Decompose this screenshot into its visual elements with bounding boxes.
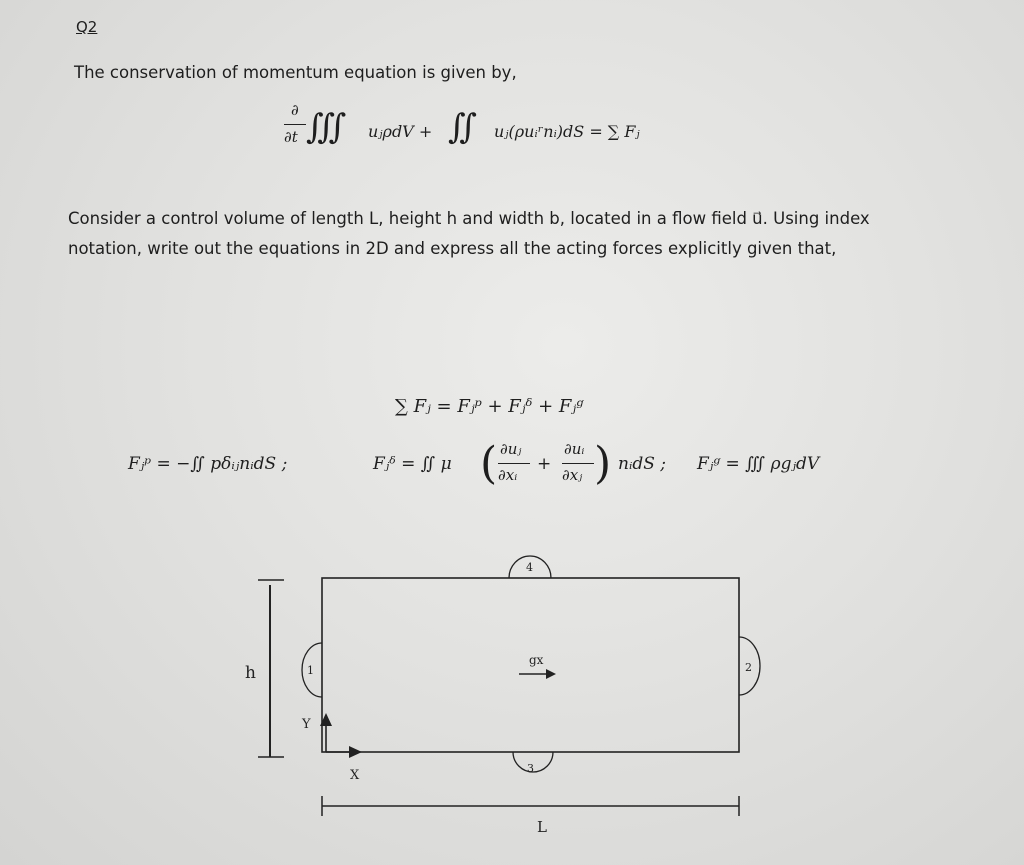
time-derivative-numerator: ∂ [291, 101, 299, 119]
gravity-force: Fⱼᵍ = ∭ ρgⱼdV [697, 454, 820, 474]
body-text-line-1: Consider a control volume of length L, height h and width b, located in a flow field u⃗. Using index [68, 209, 870, 228]
boundary-3-label: 3 [527, 762, 534, 775]
intro-text: The conservation of momentum equation is given by, [74, 63, 517, 82]
height-label: h [245, 663, 256, 683]
surface-term: uⱼ(ρuᵢʳnᵢ)dS = ∑ Fⱼ [494, 122, 640, 141]
du-i: ∂uᵢ [564, 440, 585, 458]
x-axis-label: X [350, 768, 360, 783]
boundary-1-label: 1 [307, 664, 314, 677]
boundary-2-label: 2 [745, 661, 752, 674]
length-label: L [537, 818, 547, 836]
boundary-4-label: 4 [526, 561, 533, 574]
open-paren: ( [480, 438, 498, 489]
close-paren: ) [594, 438, 612, 489]
triple-integral-symbol: ∭ [306, 107, 347, 147]
double-integral-symbol: ∬ [448, 107, 477, 147]
plus-sign: + [537, 454, 552, 474]
viscous-force-lhs: Fⱼᵟ = ∬ μ [373, 454, 452, 474]
y-axis-label: Y [302, 717, 311, 732]
viscous-tail: nᵢdS ; [618, 454, 667, 474]
time-derivative-denominator: ∂t [284, 128, 298, 146]
pressure-force: Fⱼᵖ = −∬ pδᵢⱼnᵢdS ; [128, 454, 288, 474]
gravity-arrow-head [546, 669, 556, 679]
body-text-line-2: notation, write out the equations in 2D and express all the acting forces explicitly given that, [68, 239, 837, 258]
dx-j: ∂xⱼ [562, 466, 583, 484]
force-sum-equation: ∑ Fⱼ = Fⱼᵖ + Fⱼᵟ + Fⱼᵍ [395, 396, 584, 417]
dx-i: ∂xᵢ [498, 466, 518, 484]
volume-term: uⱼρdV + [368, 122, 433, 141]
du-j: ∂uⱼ [500, 440, 522, 458]
gravity-label: gx [529, 653, 544, 667]
x-axis-arrow-head [349, 746, 362, 758]
question-label: Q2 [76, 18, 98, 36]
